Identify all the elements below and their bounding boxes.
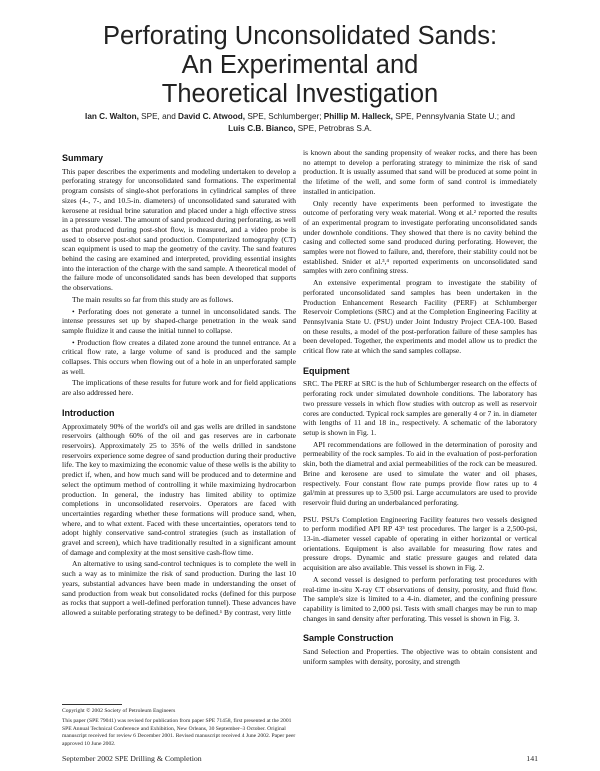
footnote-rule [62,704,122,705]
paper-title [20,22,580,109]
copyright-notice: Copyright © 2002 Society of Petroleum Engineers [62,708,176,714]
body-paragraph: is known about the sanding propensity of weaker rocks, and there has been no attempt to develop a perforating strategy to minimize the risk of sand production. It is usually assumed that sand will be produced at some point in the lifetime of the well, and some form of sand control is immediately installed in anticipation. [303,148,537,196]
introduction-paragraph: An alternative to using sand-control techniques is to complete the well in such a way as to minimize the risk of sand production. During the last 10 years, substantial advances have been made in understanding the onset of sand production from weak but consolidated rocks (defined for this purpose as rocks that support a well-defined perforation tunnel). These advances have allowed a suitable perforating strategy to be defined.¹ By contrast, very little [62,559,296,617]
src-paragraph: API recommendations are followed in the determination of porosity and permeability of the rock samples. To aid in the evaluation of post-perforation skin, both the diametral and axial permeabilities of the rock can be measured. Brine and kerosene are used to simulate the water and oil phases, respectively. Four constant flow rate pumps provide flow rates up to 4 gal/min at pressures up to 3,500 psi. Large accumulators are used to provide reservoir fluid during an underbalanced perforating. [303,439,537,507]
summary-paragraph: This paper describes the experiments and modeling undertaken to develop a perforating strategy for unconsolidated sand formations. The experimental program consists of single-shot perforations in cylindrical samples of three sizes (4-, 7-, and 10.5-in. diameters) of unconsolidated sand saturated with kerosene at residual brine saturation and placed under a high effective stress in a pressure vessel. The amount of sand produced during perforating, as well as that produced during post-shot flow, is measured, and a video probe is used to observe post-shot sand production. Computerized tomography (CT) scan equipment is used to map the geometry of the cavity. The sand features behind the casing are examined and interpreted, providing essential insights into the interaction of the charge with the sand sample. A theoretical model of the failure mode of unconsolidated sands has been developed that supports the observations. [62,166,296,293]
left-column [62,150,296,620]
introduction-heading: Introduction [62,407,115,418]
author-list [40,111,560,135]
src-paragraph: SRC. The PERF at SRC is the hub of Schlumberger research on the effects of perforating rock under simulated downhole conditions. The laboratory has two pressure vessels in which flow studies with outcrop as well as reservoir cores are conducted. Typical rock samples are generally 4 or 7 in. in diameter with lengths of 11 and 18 in., respectively. A schematic of the laboratory setup is shown in Fig. 1. [303,379,537,437]
summary-heading: Summary [62,153,104,163]
title-line-2: An Experimental and [181,51,419,79]
body-paragraph: Only recently have experiments been performed to investigate the outcome of perforating very weak material. Wong et al.² reported the results of an experimental program to investigate perforating unconsolidated sands under downhole conditions. They showed that there is no cavity behind the casing and collected some sand produced during perforating. However, the samples were not flowed to failure, and, therefore, their stability could not be established. Snider et al.³,⁴ reported experiments on unconsolidated sand samples with zero confining stress. [303,198,537,276]
sample-paragraph: Sand Selection and Properties. The objective was to obtain consistent and uniform samples with density, porosity, and strength [303,647,537,666]
author-affiliation: SPE, Pennsylvania State U.; and [392,112,515,121]
summary-paragraph: The implications of these results for future work and for field applications are also addressed here. [62,378,296,398]
author-affiliation: SPE, Schlumberger; [245,112,324,121]
author-name: Phillip M. Halleck, [323,112,393,121]
psu-paragraph: A second vessel is designed to perform perforating test procedures with real-time in-situ X-ray CT observations of density, porosity, and fluid flow. The sample's size is limited to a 4-in. diameter, and the confining pressure capability is limited to 2,000 psi. Tests with small charges may be run to map changes in sand density after perforating. This vessel is shown in Fig. 3. [303,574,537,623]
publication-note: This paper (SPE 79041) was revised for publication from paper SPE 71458, first presented at the 2001 SPE Annual Technical Conference and Exhibition, New Orleans, 30 September–3 October. Original manuscript received for review 6 December 2001. Revised manuscript received 4 June 2002. Paper peer approved 10 June 2002. [62,718,296,747]
equipment-heading: Equipment [303,365,350,376]
author-name: Luis C.B. Bianco, [228,124,296,133]
journal-line: September 2002 SPE Drilling & Completion [62,754,202,763]
body-paragraph: An extensive experimental program to investigate the stability of perforated unconsolidated sand samples has been undertaken in the Production Enhancement Research Facility (PERF) at Schlumberger Reservoir Completions (SRC) and at the Completion Engineering Facility at Pennsylvania State U. (PSU) under Joint Industry Project CEA-100. Based on these results, a model of the post-perforation failure of these samples has been developed. Together, the experiments and model allow us to predict the critical flow rate at which the sand samples collapse. [303,278,537,356]
author-affiliation: SPE, and [138,112,179,121]
footnote [62,704,296,751]
title-line-1: Perforating Unconsolidated Sands: [102,22,498,50]
right-column [303,148,537,668]
summary-paragraph: The main results so far from this study are as follows. [72,294,234,304]
author-name: David C. Atwood, [178,112,246,121]
author-name: Ian C. Walton, [85,112,139,121]
author-affiliation: SPE, Petrobras S.A. [295,124,372,133]
title-line-3: Theoretical Investigation [161,80,439,108]
sample-construction-heading: Sample Construction [303,633,394,644]
introduction-paragraph: Approximately 90% of the world's oil and gas wells are drilled in sandstone reservoirs (although 60% of the oil and gas reserves are in carbonate reservoirs). Approximately 25 to 35% of the wells drilled in sandstone reservoirs experience some degree of sand production during their productive life. The key to maximizing the economic value of these wells is the ability to predict if, when, and how much sand will be produced and to determine and select the optimum method of controlling it while maximizing hydrocarbon production. In general, the industry has limited ability to optimize completions in unconsolidated reservoirs. Operators are faced with uncertainties regarding whether these formations will produce sand, when, where, and to what extent. Faced with these uncertainties, operators tend to adopt highly conservative sand-control strategies (such as installation of gravel and screen), which have traditionally resulted in a significant amount of damage and complexity at the most sensitive cash-flow time. [62,421,296,557]
summary-bullet: • Production flow creates a dilated zone around the tunnel entrance. At a critical flow rate, a large volume of sand is produced and the sample collapses. This occurs when flowing out of a hole in an unperforated sample as well. [62,337,296,376]
page-footer [62,754,538,763]
page-number: 141 [526,754,538,763]
summary-bullet: • Perforating does not generate a tunnel in unconsolidated sands. The intense pressures set up by shaped-charge penetration in the weak sand sample fluidize it and cause the initial tunnel to collapse. [62,306,296,335]
psu-paragraph: PSU. PSU's Completion Engineering Facility features two vessels designed to perform modified API RP 43⁵ test procedures. The larger is a 2,500-psi, 13-in.-diameter vessel capable of operating in either horizontal or vertical orientations. Equipment is also available for measuring flow rates and pressure drops. Dynamic and static pressure gauges and related data acquisition are also available. This vessel is shown in Fig. 2. [303,514,537,573]
